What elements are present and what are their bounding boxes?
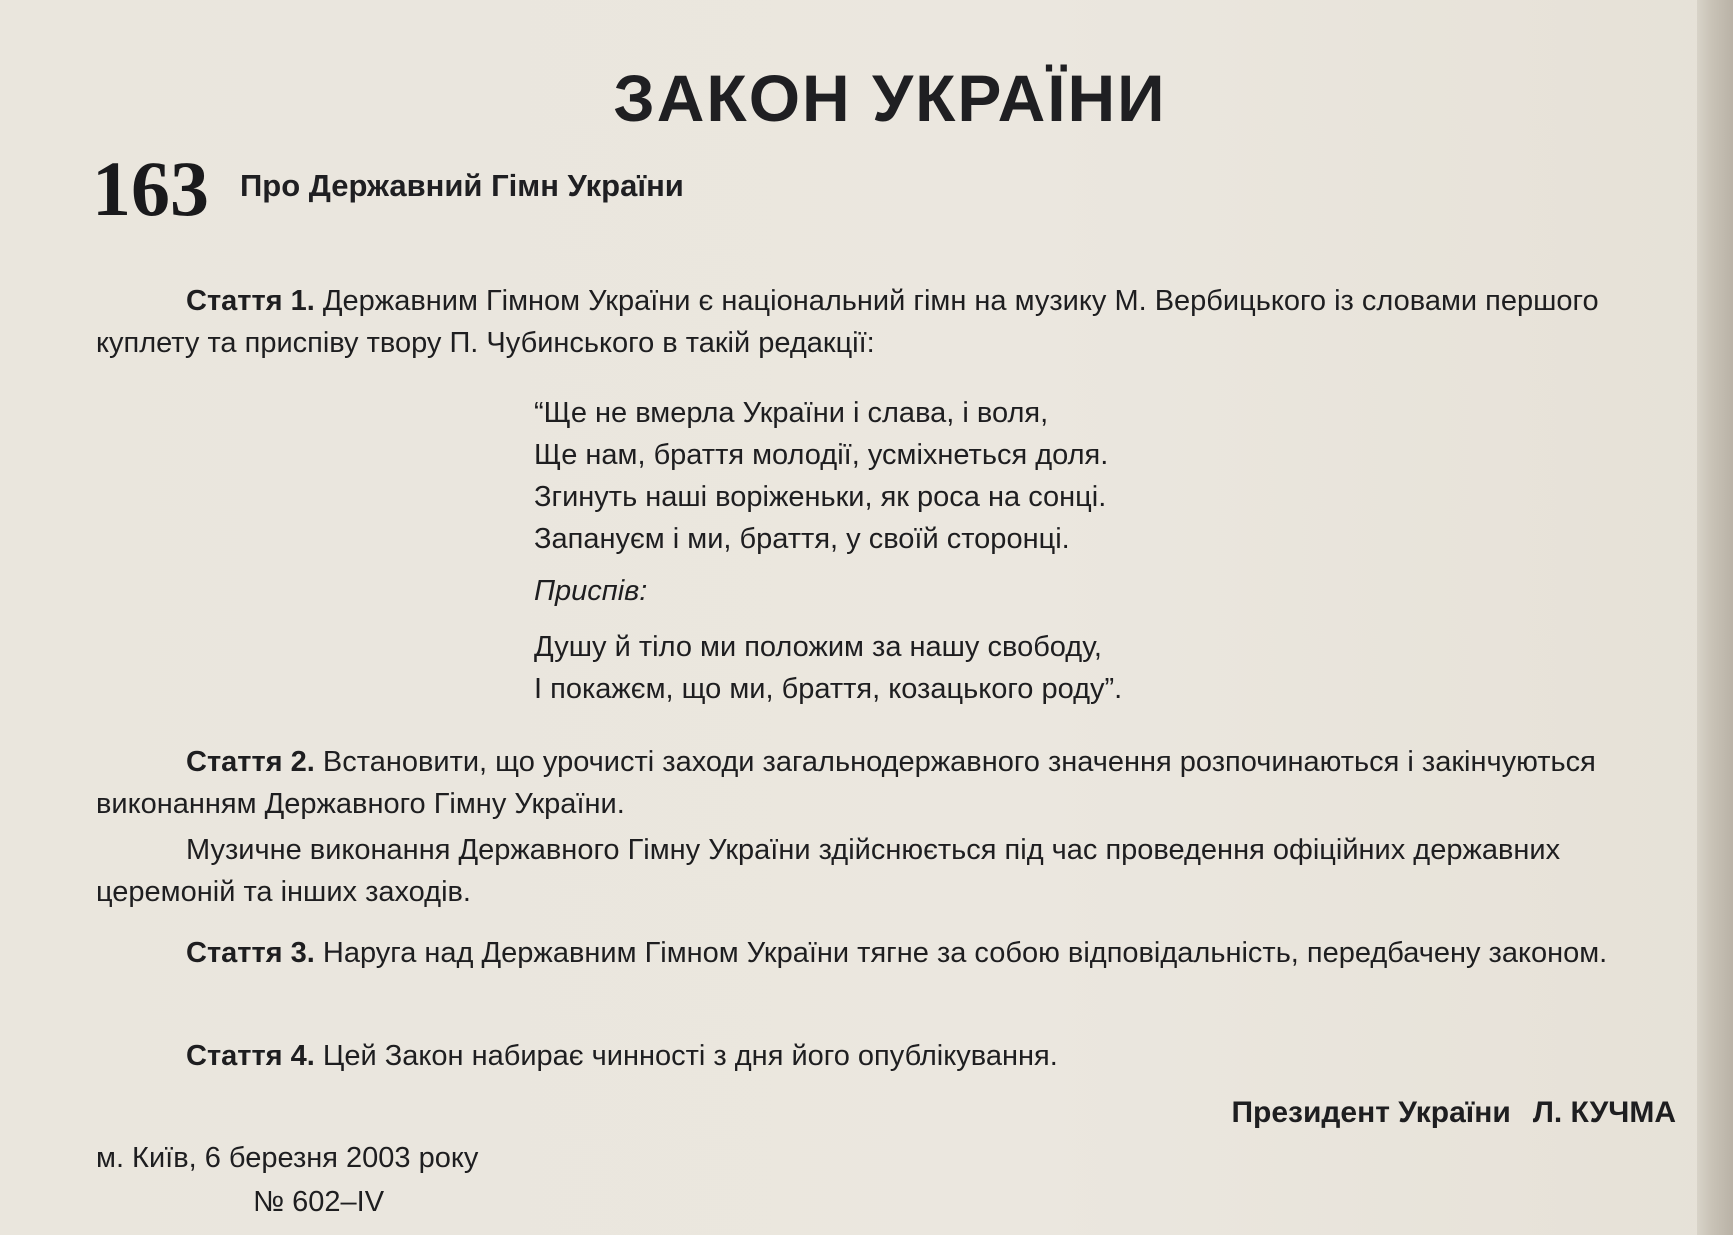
article-2-extra-text: Музичне виконання Державного Гімну України здійснюється під час проведення офіційних державних церемоній та інших заходів. xyxy=(96,834,1561,908)
article-3-label: Стаття 3. xyxy=(186,937,315,969)
anthem-refrain-line: І покажєм, що ми, браття, козацького роду”. xyxy=(534,673,1123,705)
article-4-label: Стаття 4. xyxy=(186,1040,315,1072)
signature-name: Л. КУЧМА xyxy=(1532,1096,1676,1129)
anthem-text xyxy=(534,392,1122,710)
anthem-verse-line: Згинуть наші воріженьки, як роса на сонці. xyxy=(534,481,1107,513)
place-date: м. Київ, 6 березня 2003 року xyxy=(96,1142,479,1174)
article-4 xyxy=(96,1035,1678,1077)
law-number: 163 xyxy=(92,145,209,232)
document-number: № 602–IV xyxy=(253,1186,385,1218)
anthem-verse-line: “Ще не вмерла України і слава, і воля, xyxy=(534,397,1049,429)
article-1-text: Державним Гімном України є національний гімн на музику М. Вербицького із словами першого куплету та приспіву твору П. Чубинського в такій редакції: xyxy=(96,285,1599,359)
article-3 xyxy=(96,932,1678,974)
article-2-label: Стаття 2. xyxy=(186,746,315,778)
page-edge xyxy=(1697,0,1733,1235)
law-subtitle: Про Державний Гімн України xyxy=(240,168,684,203)
article-2-text: Встановити, що урочисті заходи загальнодержавного значення розпочинаються і закінчуються виконанням Державного Гімну України. xyxy=(96,746,1596,820)
document-title: ЗАКОН УКРАЇНИ xyxy=(613,61,1167,135)
article-1 xyxy=(96,280,1678,364)
anthem-verse-line: Ще нам, браття молодії, усміхнеться доля. xyxy=(534,439,1109,471)
article-2 xyxy=(96,741,1678,825)
article-4-text: Цей Закон набирає чинності з дня його опублікування. xyxy=(314,1040,1058,1072)
anthem-verse-line: Запануєм і ми, браття, у своїй сторонці. xyxy=(534,523,1070,555)
signature-position: Президент України xyxy=(1231,1096,1511,1129)
anthem-refrain-line: Душу й тіло ми положим за нашу свободу, xyxy=(534,631,1102,663)
article-2-extra xyxy=(96,829,1678,913)
signature xyxy=(1231,1096,1676,1130)
refrain-label: Приспів: xyxy=(534,575,648,607)
article-3-text: Наруга над Державним Гімном України тягне за собою відповідальність, передбачену законом. xyxy=(314,937,1608,969)
article-1-label: Стаття 1. xyxy=(186,285,315,317)
